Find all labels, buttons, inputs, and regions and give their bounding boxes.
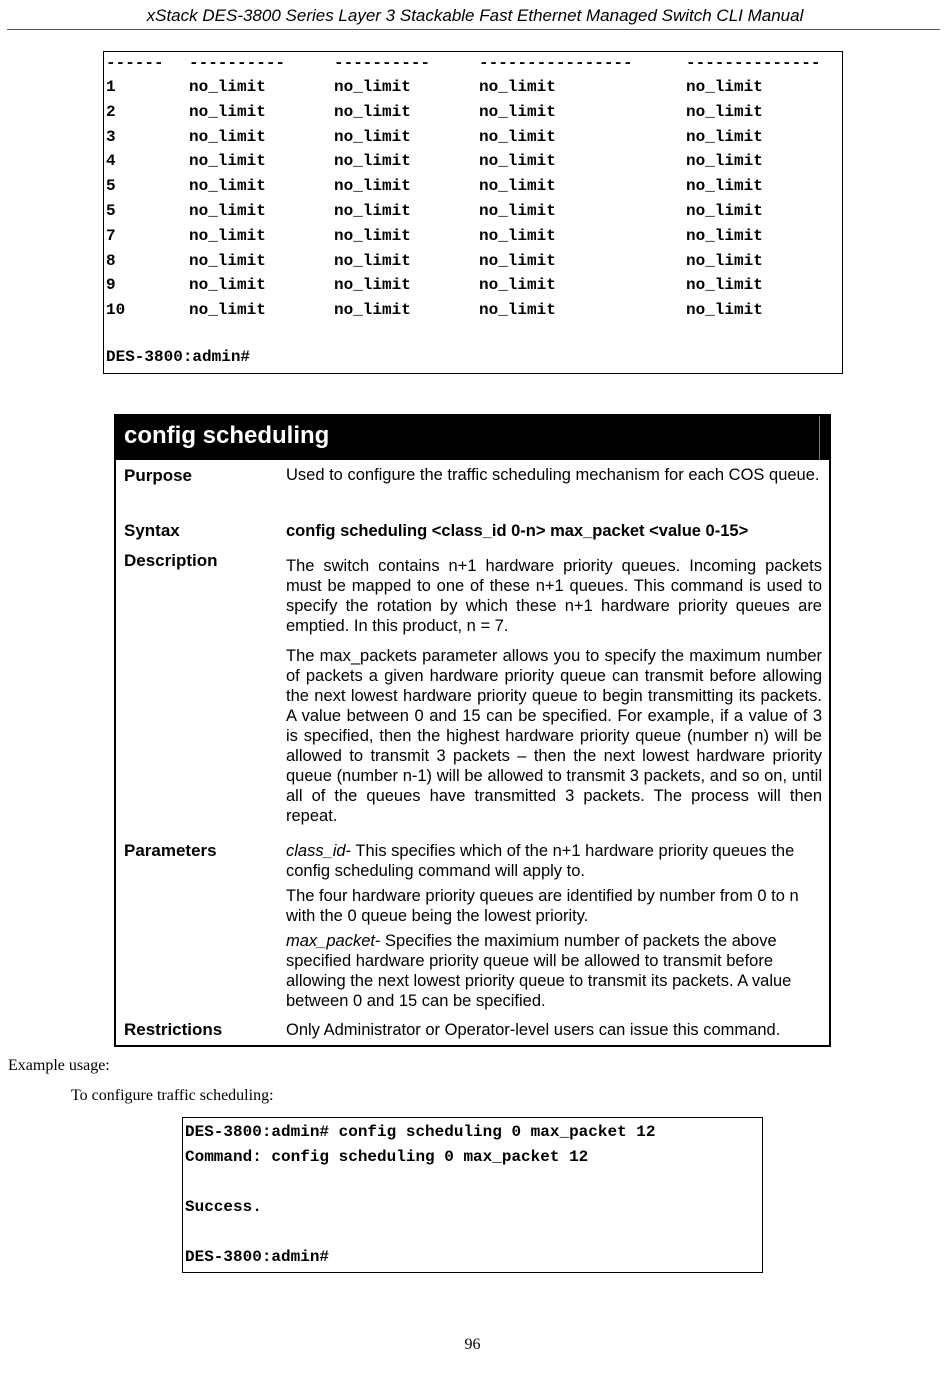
cli-line: DES-3800:admin# (185, 1248, 330, 1266)
parameters-label: Parameters (124, 841, 217, 860)
table-cell: no_limit (686, 301, 763, 320)
table-cell: no_limit (334, 276, 411, 295)
example-usage-label: Example usage: (8, 1057, 110, 1074)
syntax-text: config scheduling <class_id 0-n> max_packet <value 0-15> (286, 522, 749, 540)
table-cell: no_limit (479, 102, 556, 121)
table-cell: no_limit (189, 177, 266, 196)
parameter-description: - Specifies the maximium number of packets the above specified hardware priority queue will be allowed to transmit before allowing the next lowest priority queue to transmit its packets. A value between 0 and 15 can be specified. (286, 932, 792, 1010)
table-cell: no_limit (479, 177, 556, 196)
purpose-label: Purpose (124, 466, 193, 485)
table-cell: no_limit (686, 251, 763, 270)
table-cell: no_limit (189, 78, 266, 96)
parameter-name: class_id (286, 842, 346, 860)
cli-line: DES-3800:admin# config scheduling 0 max_packet 12 (185, 1123, 656, 1141)
table-cell: no_limit (189, 276, 266, 295)
table-cell: 5 (106, 177, 116, 196)
table-cell: no_limit (189, 102, 266, 121)
table-cell: no_limit (189, 226, 266, 245)
example-cli-box (182, 1117, 763, 1273)
separator: -------------- (686, 54, 821, 72)
table-cell: no_limit (686, 152, 763, 171)
restrictions-label: Restrictions (124, 1020, 223, 1039)
table-cell: no_limit (334, 226, 411, 245)
header-divider (7, 29, 940, 30)
separator: ------ (106, 54, 164, 72)
separator: ---------------- (479, 54, 633, 72)
command-title: config scheduling (116, 416, 819, 460)
cli-line: Command: config scheduling 0 max_packet 12 (185, 1148, 589, 1166)
table-cell: no_limit (334, 251, 411, 270)
table-cell: no_limit (334, 202, 411, 220)
description-label: Description (124, 551, 218, 570)
table-cell: 4 (106, 152, 116, 171)
table-cell: no_limit (686, 78, 763, 96)
parameter-max-packet (286, 931, 822, 1011)
table-cell: no_limit (479, 152, 556, 171)
table-cell: no_limit (686, 127, 763, 146)
table-cell: 8 (106, 251, 116, 270)
description-paragraph-2: The max_packets parameter allows you to specify the maximum number of packets a given hardware priority queue can transmit before allowing the next lowest hardware priority queue to begin transmitting its packets. A value between 0 and 15 can be specified. For example, if a value of 3 is specified, then the highest hardware priority queue (number n) will be allowed to transmit 3 packets – then the next lowest hardware priority queue (number n-1) will be allowed to transmit 3 packets, and so on, until all of the queues have transmitted 3 packets. The process will then repeat. (286, 647, 822, 825)
table-cell: no_limit (189, 202, 266, 220)
restrictions-text: Only Administrator or Operator-level users can issue this command. (286, 1021, 781, 1039)
table-cell: no_limit (686, 276, 763, 295)
table-cell: no_limit (686, 177, 763, 196)
table-cell: 9 (106, 276, 116, 295)
syntax-label: Syntax (124, 521, 180, 540)
table-cell: no_limit (334, 78, 411, 96)
table-cell: no_limit (479, 202, 556, 220)
table-cell: 1 (106, 78, 116, 96)
description-paragraph-1: The switch contains n+1 hardware priority queues. Incoming packets must be mapped to one of these n+1 queues. This command is used to specify the rotation by which these n+1 hardware priority queues are emptied. In this product, n = 7. (286, 557, 822, 635)
parameter-description: - This specifies which of the n+1 hardware priority queues the config scheduling command will apply to. (286, 842, 795, 880)
table-cell: no_limit (334, 102, 411, 121)
parameter-class-id-note: The four hardware priority queues are identified by number from 0 to n with the 0 queue being the lowest priority. (286, 887, 799, 925)
page-header: xStack DES-3800 Series Layer 3 Stackable Fast Ethernet Managed Switch CLI Manual (146, 6, 804, 25)
table-cell: no_limit (479, 301, 556, 320)
table-cell: no_limit (189, 301, 266, 320)
cli-output-box (103, 51, 843, 374)
table-cell: no_limit (686, 102, 763, 121)
table-cell: no_limit (686, 226, 763, 245)
parameter-class-id (286, 841, 822, 881)
table-cell: no_limit (189, 127, 266, 146)
table-cell: no_limit (334, 127, 411, 146)
cli-line: Success. (185, 1198, 262, 1216)
purpose-text: Used to configure the traffic scheduling mechanism for each COS queue. (286, 466, 820, 484)
table-cell: no_limit (479, 127, 556, 146)
table-cell: no_limit (189, 152, 266, 171)
separator: ---------- (334, 54, 431, 72)
table-cell: 2 (106, 102, 116, 121)
parameter-name: max_packet (286, 932, 375, 950)
command-table (114, 414, 831, 1047)
title-bar-edge (819, 416, 830, 460)
separator: ---------- (189, 54, 286, 72)
table-cell: no_limit (334, 152, 411, 171)
table-cell: 3 (106, 127, 116, 146)
page-number: 96 (464, 1336, 481, 1353)
table-cell: no_limit (189, 251, 266, 270)
table-cell: no_limit (479, 251, 556, 270)
table-cell: no_limit (334, 301, 411, 320)
table-cell: 10 (106, 301, 126, 320)
table-cell: 5 (106, 202, 116, 220)
table-cell: no_limit (686, 202, 763, 220)
table-cell: no_limit (479, 226, 556, 245)
table-cell: no_limit (479, 276, 556, 295)
table-cell: 7 (106, 226, 116, 245)
table-cell: no_limit (334, 177, 411, 196)
example-intro: To configure traffic scheduling: (71, 1087, 274, 1104)
table-cell: no_limit (479, 78, 556, 96)
cli-prompt: DES-3800:admin# (106, 348, 251, 366)
